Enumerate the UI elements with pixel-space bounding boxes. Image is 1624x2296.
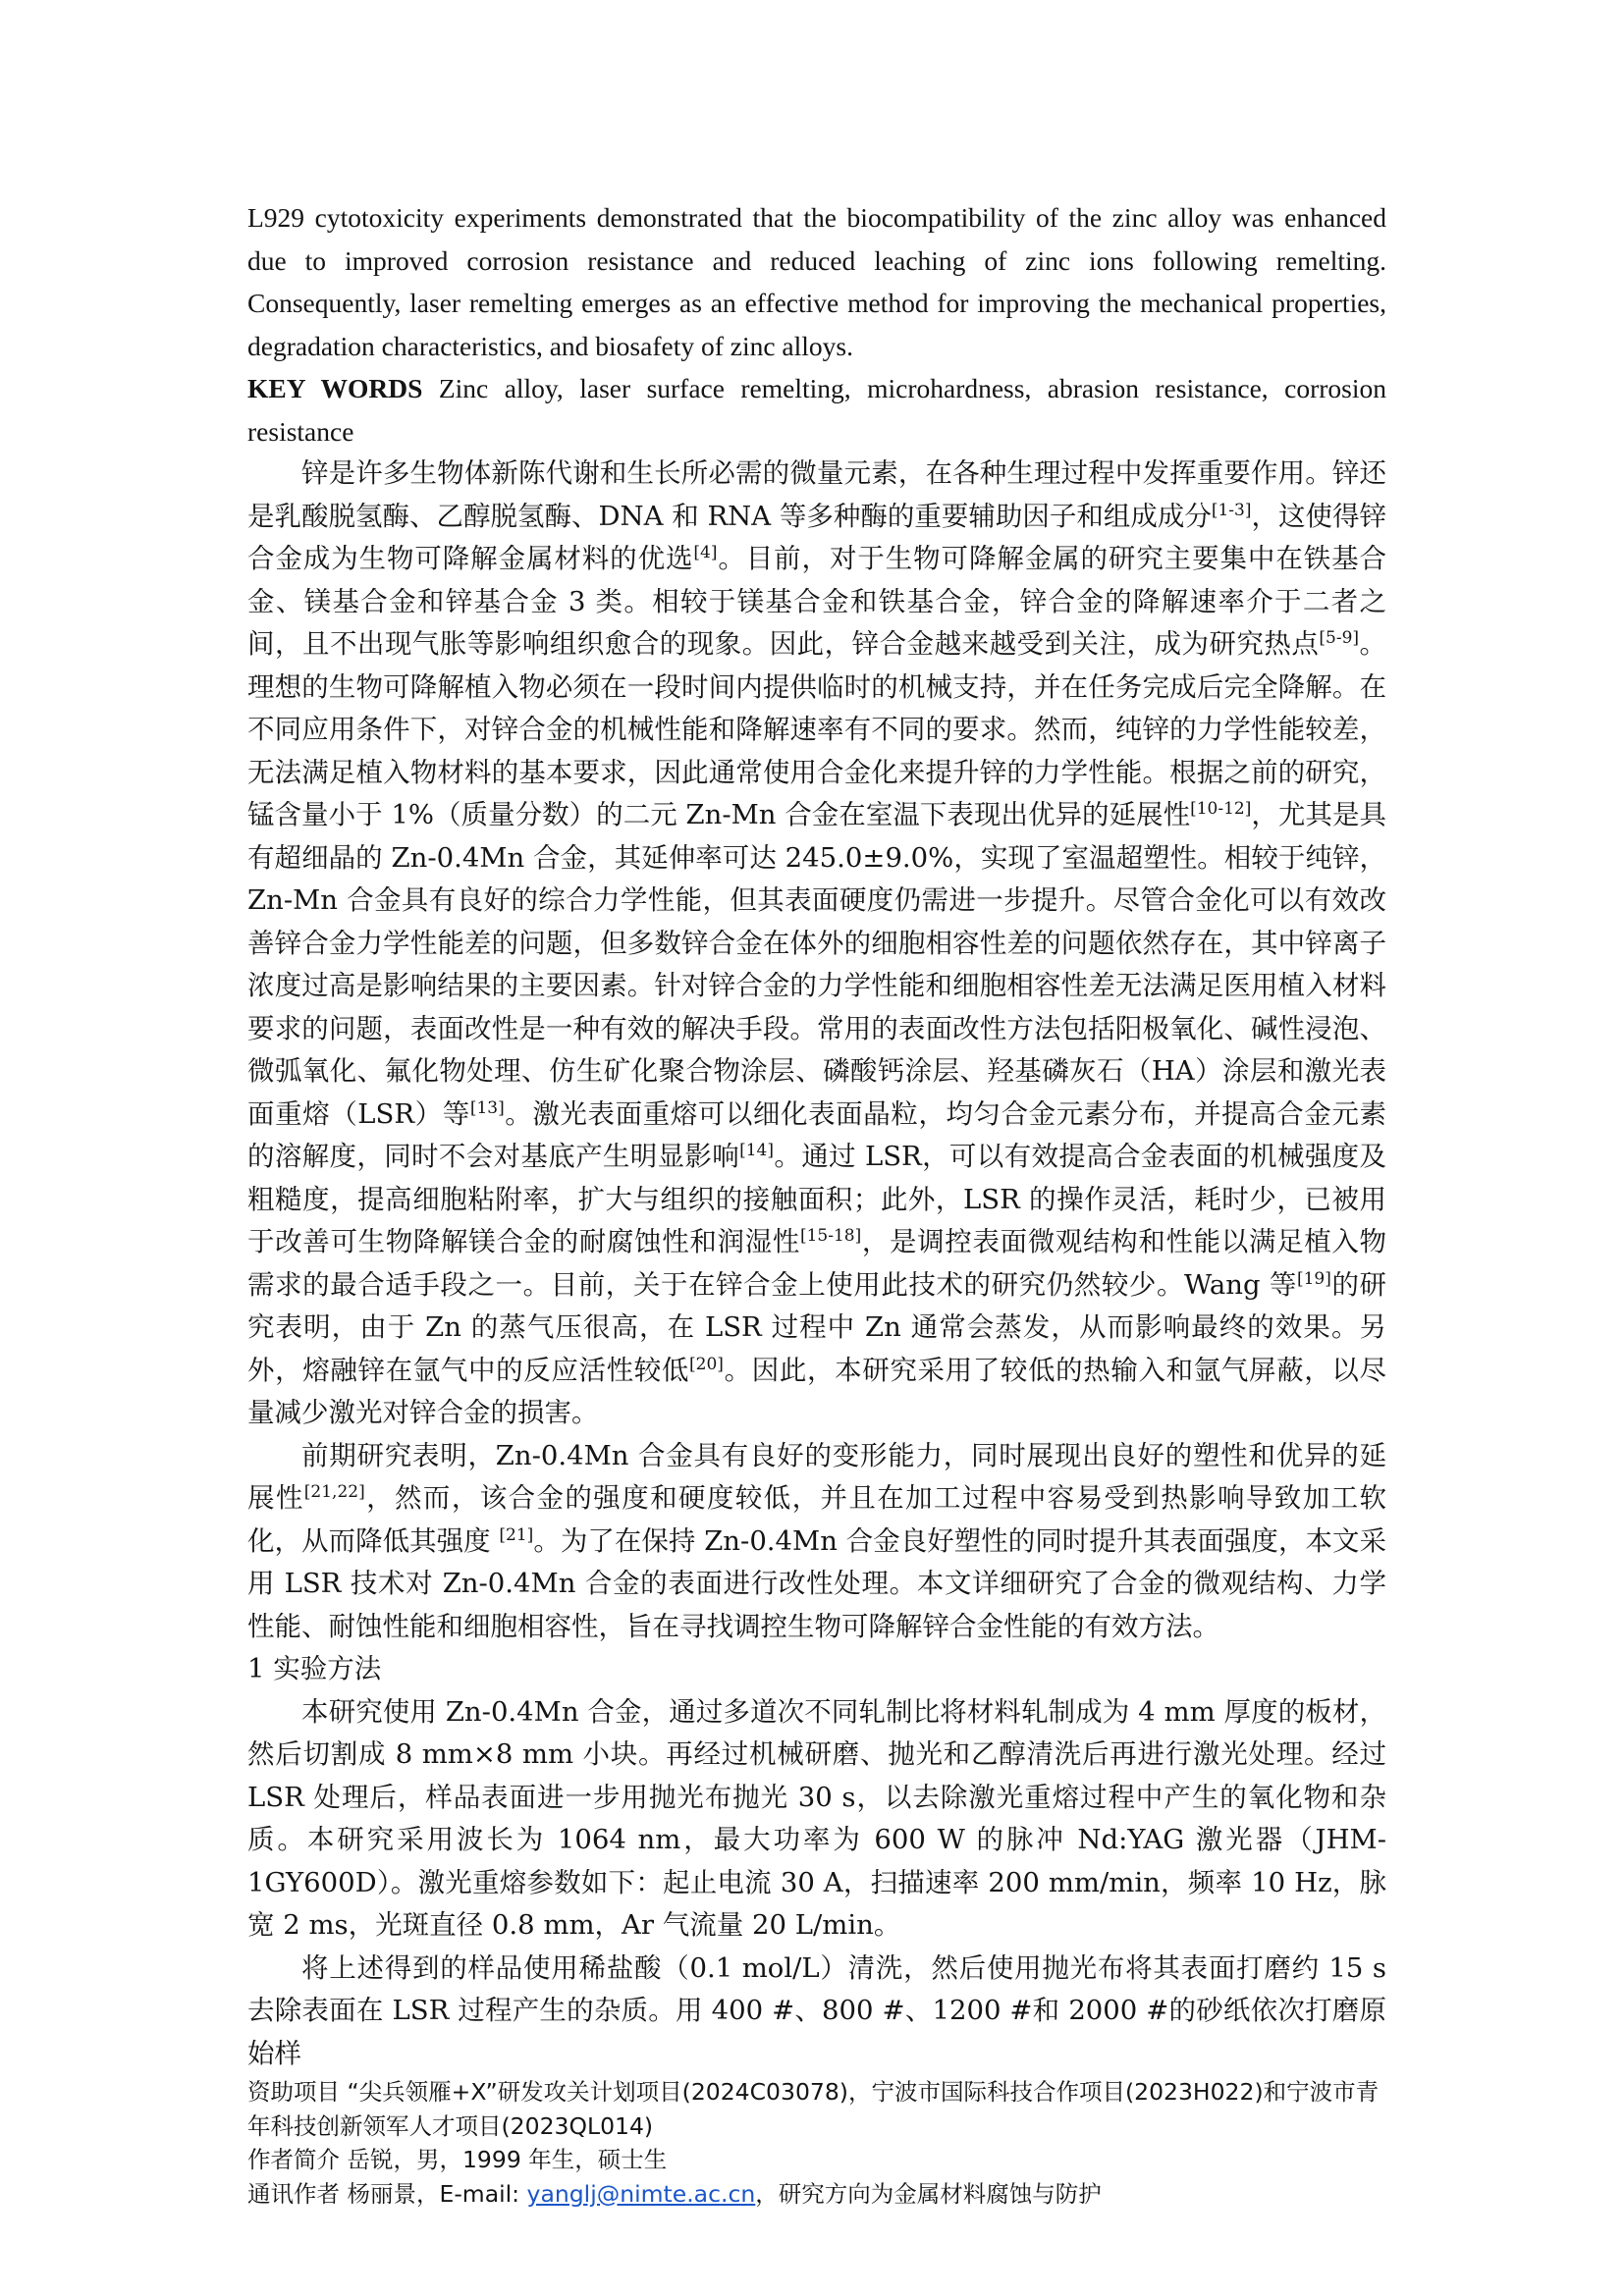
text-run: ，是调控表面微观结构和性能以满足植入物需求的最合适手段之一。目前，关于在锌合金上使用此技术的研究仍然较少。Wang 等 <box>247 1226 1387 1301</box>
corr-suffix: ，研究方向为金属材料腐蚀与防护 <box>755 2179 1102 2208</box>
citation: [1-3] <box>1211 500 1252 520</box>
email-link[interactable]: yanglj@nimte.ac.cn <box>526 2179 756 2208</box>
footnotes <box>247 2075 1386 2211</box>
citation: [19] <box>1296 1268 1331 1289</box>
intro-paragraph-2 <box>247 1435 1386 1649</box>
intro-paragraph-1 <box>247 453 1386 1435</box>
citation: [10-12] <box>1190 799 1252 819</box>
text-run: ，这使得锌合金成为生物可降解金属材料的优选 <box>247 500 1387 574</box>
text-run: 。为了在保持 Zn-0.4Mn 合金良好塑性的同时提升其表面强度，本文采用 LSR 技术对 Zn-0.4Mn 合金的表面进行改性处理。本文详细研究了合金的微观结构、力学性能、耐蚀性能和细胞相容性，旨在寻找调控生物可降解锌合金性能的有效方法。 <box>247 1524 1386 1642</box>
text-run: 。目前，对于生物可降解金属的研究主要集中在铁基合金、镁基合金和锌基合金 3 类。相较于镁基合金和铁基合金，锌合金的降解速率介于二者之间，且不出现气胀等影响组织愈合的现象。因此，锌合金越来越受到关注，成为研究热点 <box>247 543 1387 660</box>
text-run: 前期研究表明，Zn-0.4Mn 合金具有良好的变形能力，同时展现出良好的塑性和优异的延展性 <box>247 1439 1386 1514</box>
citation: [4] <box>693 543 718 562</box>
keywords <box>247 367 1386 453</box>
text-run: ，然而，该合金的强度和硬度较低，并且在加工过程中容易受到热影响导致加工软化，从而降低其强度 <box>247 1482 1387 1557</box>
section-heading: 1 实验方法 <box>247 1653 382 1684</box>
text-run: 。激光表面重熔可以细化表面晶粒，均匀合金元素分布，并提高合金元素的溶解度，同时不会对基底产生明显影响 <box>247 1097 1386 1172</box>
text-run: 锌是许多生物体新陈代谢和生长所必需的微量元素，在各种生理过程中发挥重要作用。锌还是乳酸脱氢酶、乙醇脱氢酶、DNA 和 RNA 等多种酶的重要辅助因子和组成成分 <box>247 457 1386 532</box>
funding-note: 资助项目 “尖兵领雁+X”研发攻关计划项目(2024C03078)，宁波市国际科技合作项目(2023H022)和宁波市青年科技创新领军人才项目(2023QL014) <box>247 2078 1380 2140</box>
keywords-label: KEY WORDS <box>247 373 423 403</box>
text-run: 的研究表明，由于 Zn 的蒸气压很高，在 LSR 过程中 Zn 通常会蒸发，从而影响最终的效果。另外，熔融锌在氩气中的反应活性较低 <box>247 1268 1387 1386</box>
citation: [15-18] <box>799 1226 862 1246</box>
citation: [13] <box>469 1097 505 1118</box>
citation: [14] <box>739 1141 775 1160</box>
methods-paragraph-2: 将上述得到的样品使用稀盐酸（0.1 mol/L）清洗，然后使用抛光布将其表面打磨约 15 s 去除表面在 LSR 过程产生的杂质。用 400 #、800 #、1200 #和 2000 #的砂纸依次打磨原始样 <box>247 1951 1386 2069</box>
keywords-text: Zinc alloy, laser surface remelting, microhardness, abrasion resistance, corrosion resistance <box>247 373 1386 447</box>
methods-paragraph-1: 本研究使用 Zn-0.4Mn 合金，通过多道次不同轧制比将材料轧制成为 4 mm 厚度的板材，然后切割成 8 mm×8 mm 小块。再经过机械研磨、抛光和乙醇清洗后再进行激光处理。经过 LSR 处理后，样品表面进一步用抛光布抛光 30 s，以去除激光重熔过程中产生的氧化物和杂质。本研究采用波长为 1064 nm，最大功率为 600 W 的脉冲 Nd:YAG 激光器（JHM-1GY600D）。激光重熔参数如下：起止电流 30 A，扫描速率 200 mm/min，频率 10 Hz，脉宽 2 ms，光斑直径 0.8 mm，Ar 气流量 20 L/min。 <box>247 1695 1386 1941</box>
citation: [5-9] <box>1319 628 1360 648</box>
paper-page <box>247 196 1386 2211</box>
text-run: 。理想的生物可降解植入物必须在一段时间内提供临时的机械支持，并在任务完成后完全降解。在不同应用条件下，对锌合金的机械性能和降解速率有不同的要求。然而，纯锌的力学性能较差，无法满足植入物材料的基本要求，因此通常使用合金化来提升锌的力学性能。根据之前的研究，锰含量小于 1%（质量分数）的二元 Zn-Mn 合金在室温下表现出优异的延展性 <box>247 628 1386 830</box>
corresponding-author-note <box>247 2177 1386 2212</box>
citation: [20] <box>689 1354 724 1374</box>
citation: [21,22] <box>303 1482 365 1502</box>
author-note: 作者简介 岳锐，男，1999 年生，硕士生 <box>247 2146 668 2173</box>
citation: [21] <box>499 1524 534 1545</box>
text-run: ，尤其是具有超细晶的 Zn-0.4Mn 合金，其延伸率可达 245.0±9.0%，实现了室温超塑性。相较于纯锌，Zn-Mn 合金具有良好的综合力学性能，但其表面硬度仍需进一步提升。尽管合金化可以有效改善锌合金力学性能差的问题，但多数锌合金在体外的细胞相容性差的问题依然存在，其中锌离子浓度过高是影响结果的主要因素。针对锌合金的力学性能和细胞相容性差无法满足医用植入材料要求的问题，表面改性是一种有效的解决手段。常用的表面改性方法包括阳极氧化、碱性浸泡、微弧氧化、氟化物处理、仿生矿化聚合物涂层、磷酸钙涂层、羟基磷灰石（HA）涂层和激光表面重熔（LSR）等 <box>247 799 1386 1130</box>
corr-prefix: 通讯作者 杨丽景，E-mail: <box>247 2179 527 2208</box>
text-run: 。因此，本研究采用了较低的热输入和氩气屏蔽，以尽量减少激光对锌合金的损害。 <box>247 1354 1387 1428</box>
abstract-tail: L929 cytotoxicity experiments demonstrated that the biocompatibility of the zinc alloy was enhanced due to improved corrosion resistance and reduced leaching of zinc ions following remelting. Consequently, laser remelting emerges as an effective method for improving the mechanical properties, degradation characteristics, and biosafety of zinc alloys. <box>247 202 1386 361</box>
text-run: 。通过 LSR，可以有效提高合金表面的机械强度及粗糙度，提高细胞粘附率，扩大与组织的接触面积；此外，LSR 的操作灵活，耗时少，已被用于改善可生物降解镁合金的耐腐蚀性和润湿性 <box>247 1141 1387 1257</box>
